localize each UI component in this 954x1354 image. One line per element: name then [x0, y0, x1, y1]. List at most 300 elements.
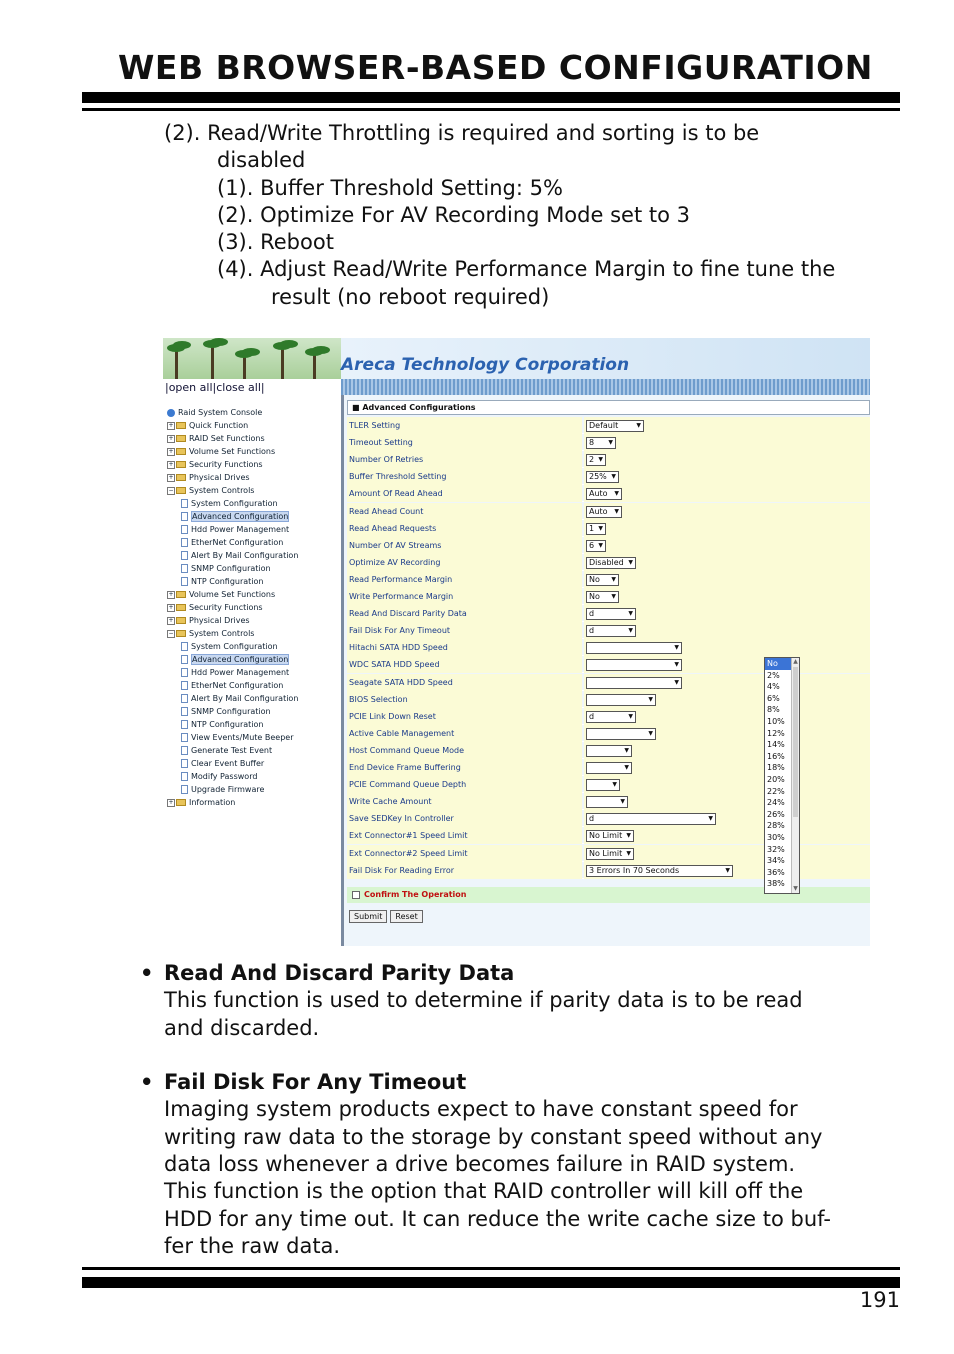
intro-step: (4). Adjust Read/Write Performance Margin to fine tune the	[217, 257, 836, 282]
tree-item-label: Raid System Console	[178, 408, 263, 417]
config-value-cell	[584, 485, 870, 502]
bullet-text: This function is used to determine if parity data is to be read	[164, 988, 803, 1013]
config-select[interactable]	[586, 454, 606, 466]
page-icon	[181, 642, 188, 651]
tree-item-label: Advanced Configuration	[192, 655, 289, 664]
dropdown-option[interactable]: 22%	[767, 786, 785, 796]
config-select-value: d	[589, 626, 595, 636]
bullet-text: and discarded.	[164, 1015, 320, 1040]
config-row	[347, 434, 870, 451]
chevron-down-icon: ▼	[608, 439, 613, 447]
dropdown-option[interactable]: 14%	[767, 740, 785, 750]
config-value-cell	[584, 434, 870, 451]
brand-title: Areca Technology Corporation	[341, 355, 630, 375]
open-close-all-links[interactable]: |open all|close all|	[165, 381, 265, 394]
config-select[interactable]	[586, 711, 636, 723]
page-icon	[181, 551, 188, 560]
folder-icon	[176, 617, 186, 624]
page-icon	[181, 512, 188, 521]
bullet-text: data loss whenever a drive becomes failure in RAID system.	[164, 1152, 796, 1177]
config-value-cell	[584, 639, 870, 656]
folder-icon	[176, 604, 186, 611]
chevron-down-icon: ▼	[628, 610, 633, 618]
console-icon	[167, 409, 175, 417]
dropdown-option[interactable]: 16%	[767, 751, 785, 761]
dropdown-option[interactable]: 6%	[767, 693, 780, 703]
folder-icon	[176, 474, 186, 481]
reset-button[interactable]: Reset	[390, 910, 422, 923]
footer-rule-thin	[82, 1267, 900, 1270]
config-select[interactable]	[586, 574, 619, 586]
tree-item-label: Hdd Power Management	[191, 668, 290, 677]
dropdown-option[interactable]: 26%	[767, 809, 785, 819]
dropdown-option[interactable]: 30%	[767, 832, 785, 842]
tree-item[interactable]	[165, 614, 337, 627]
config-row	[347, 571, 870, 588]
folder-icon	[176, 487, 186, 494]
tree-item-label: Upgrade Firmware	[191, 785, 265, 794]
page-icon	[181, 733, 188, 742]
config-label: Write Cache Amount	[347, 793, 582, 810]
bullet-list	[140, 960, 910, 1288]
config-label: Timeout Setting	[347, 434, 582, 451]
tree-item-label: SNMP Configuration	[191, 564, 271, 573]
config-value-cell	[584, 725, 870, 742]
tree-item[interactable]	[165, 536, 337, 549]
chevron-down-icon: ▼	[624, 746, 629, 754]
chevron-down-icon: ▼	[598, 456, 603, 464]
tree-item[interactable]	[165, 588, 337, 601]
tree-item-label: EtherNet Configuration	[191, 538, 284, 547]
config-value-cell	[584, 691, 870, 708]
bullet-text: fer the raw data.	[164, 1233, 341, 1258]
config-label: Optimize AV Recording	[347, 554, 582, 571]
tree-item[interactable]	[165, 471, 337, 484]
config-value-cell	[584, 827, 870, 844]
chevron-down-icon: ▼	[611, 473, 616, 481]
tree-item[interactable]	[165, 575, 337, 588]
config-row	[347, 588, 870, 605]
form-buttons	[349, 904, 426, 923]
config-select[interactable]	[586, 557, 636, 569]
config-label: Fail Disk For Reading Error	[347, 862, 582, 879]
header-rule-thick	[82, 92, 900, 103]
tree-item-label: Modify Password	[191, 772, 258, 781]
page-icon	[181, 707, 188, 716]
write-margin-dropdown-list[interactable]	[764, 657, 800, 894]
config-select-value: d	[589, 814, 595, 824]
config-row	[347, 417, 870, 434]
chevron-down-icon: ▼	[674, 661, 679, 669]
chevron-down-icon: ▼	[708, 815, 713, 823]
config-label: End Device Frame Buffering	[347, 759, 582, 776]
config-select[interactable]	[586, 762, 632, 774]
dropdown-option[interactable]: 18%	[767, 763, 785, 773]
tree-item-label: System Controls	[189, 629, 255, 638]
config-select[interactable]	[586, 728, 656, 740]
config-select-value: d	[589, 711, 595, 721]
chevron-down-icon: ▼	[626, 832, 631, 840]
config-label: Read Performance Margin	[347, 571, 582, 588]
config-value-cell	[584, 776, 870, 793]
config-label: PCIE Command Queue Depth	[347, 776, 582, 793]
page-icon	[181, 720, 188, 729]
config-label: Host Command Queue Mode	[347, 742, 582, 759]
confirm-checkbox[interactable]	[352, 891, 360, 899]
config-label: BIOS Selection	[347, 691, 582, 708]
config-label: Amount Of Read Ahead	[347, 485, 582, 502]
config-value-cell	[584, 468, 870, 485]
tree-item[interactable]	[165, 406, 337, 419]
bullet-text: writing raw data to the storage by constant speed without any	[164, 1124, 823, 1149]
config-select-value: 6	[589, 540, 595, 550]
config-label: Buffer Threshold Setting	[347, 468, 582, 485]
config-value-cell	[584, 605, 870, 622]
config-label: Active Cable Management	[347, 725, 582, 742]
folder-icon	[176, 422, 186, 429]
chevron-down-icon: ▼	[624, 764, 629, 771]
tree-item[interactable]	[165, 731, 337, 744]
expand-icon[interactable]: +	[168, 460, 174, 468]
config-label: WDC SATA HDD Speed	[347, 656, 582, 673]
expand-icon[interactable]: +	[168, 603, 174, 611]
tree-item-label: Advanced Configuration	[192, 512, 289, 521]
navigation-tree	[165, 406, 337, 809]
config-select-value: No Limit	[589, 831, 623, 841]
tree-item-label: Alert By Mail Configuration	[191, 551, 299, 560]
page-title: WEB BROWSER-BASED CONFIGURATION	[118, 48, 873, 87]
config-label: Read Ahead Requests	[347, 520, 582, 537]
footer-rule-thick	[82, 1277, 900, 1288]
config-select[interactable]	[586, 625, 636, 637]
config-select-value: 1	[589, 523, 595, 533]
tree-item[interactable]	[165, 523, 337, 536]
dropdown-option[interactable]: 32%	[767, 844, 785, 854]
tree-item[interactable]	[165, 666, 337, 679]
config-select[interactable]	[586, 848, 634, 860]
dropdown-option[interactable]: 36%	[767, 867, 785, 877]
config-select-value: 8	[589, 438, 595, 448]
tree-item-label: NTP Configuration	[191, 720, 264, 729]
expand-icon[interactable]: +	[168, 447, 174, 455]
tree-item[interactable]	[165, 432, 337, 445]
chevron-down-icon: ▼	[725, 866, 730, 874]
config-select-value: No Limit	[589, 848, 623, 858]
config-label: Read Ahead Count	[347, 503, 582, 520]
collapse-icon[interactable]: −	[168, 629, 174, 637]
config-select[interactable]	[586, 437, 616, 449]
page-icon	[181, 525, 188, 534]
intro-text	[164, 120, 904, 311]
chevron-down-icon: ▼	[611, 593, 616, 600]
chevron-down-icon: ▼	[674, 678, 679, 686]
config-select[interactable]	[586, 591, 619, 603]
config-label: Number Of AV Streams	[347, 537, 582, 554]
config-label: Fail Disk For Any Timeout	[347, 622, 582, 639]
bullet-fail-disk-timeout	[140, 1069, 910, 1260]
tree-item[interactable]	[165, 627, 337, 640]
config-label: Read And Discard Parity Data	[347, 605, 582, 622]
bullet-dot-icon: •	[140, 961, 154, 985]
tree-item[interactable]	[165, 783, 337, 796]
page-icon	[181, 499, 188, 508]
expand-icon[interactable]: +	[168, 473, 174, 481]
tree-item[interactable]	[165, 419, 337, 432]
brand-stripe	[341, 379, 870, 395]
config-row	[347, 468, 870, 485]
page-icon	[181, 759, 188, 768]
chevron-down-icon: ▼	[611, 575, 616, 583]
tree-item[interactable]	[165, 718, 337, 731]
tree-item[interactable]	[165, 497, 337, 510]
submit-button[interactable]: Submit	[349, 910, 387, 923]
bullet-text: Imaging system products expect to have constant speed for	[164, 1097, 798, 1122]
dropdown-option[interactable]: 20%	[767, 774, 785, 784]
config-select[interactable]	[586, 813, 716, 825]
config-select[interactable]	[586, 796, 628, 808]
intro-step: (3). Reboot	[217, 230, 334, 255]
tree-item[interactable]	[165, 653, 337, 666]
advanced-config-panel	[344, 395, 870, 946]
page-number: 191	[859, 1288, 900, 1312]
config-select[interactable]	[586, 488, 622, 500]
config-select[interactable]	[586, 779, 620, 791]
page-icon	[181, 538, 188, 547]
tree-item-label: RAID Set Functions	[189, 434, 265, 443]
folder-icon	[176, 448, 186, 455]
config-row	[347, 503, 870, 520]
config-row	[347, 485, 870, 502]
folder-icon	[176, 461, 186, 468]
screenshot-web-ui	[163, 338, 870, 946]
page-icon	[181, 785, 188, 794]
tree-item-label: Quick Function	[189, 421, 249, 430]
scroll-thumb[interactable]	[793, 667, 798, 817]
config-label: Number Of Retries	[347, 451, 582, 468]
config-select-value: Auto	[589, 489, 608, 499]
config-select-value: No	[589, 592, 600, 601]
config-select-value: 2	[589, 455, 595, 465]
bullet-text: HDD for any time out. It can reduce the write cache size to buf-	[164, 1206, 831, 1231]
scroll-up-icon[interactable]: ▲	[793, 658, 798, 665]
chevron-down-icon: ▼	[628, 627, 633, 635]
bullet-read-discard-parity	[140, 960, 910, 1042]
chevron-down-icon: ▼	[614, 490, 619, 498]
chevron-down-icon: ▼	[612, 781, 617, 789]
tree-item[interactable]	[165, 679, 337, 692]
tree-item[interactable]	[165, 445, 337, 458]
dropdown-scrollbar[interactable]	[791, 658, 799, 893]
bullet-title: Fail Disk For Any Timeout	[164, 1070, 467, 1095]
config-value-cell	[584, 759, 870, 776]
config-value-cell	[584, 793, 870, 810]
tree-item-label: Security Functions	[189, 460, 263, 469]
config-select[interactable]	[586, 865, 733, 877]
config-select[interactable]	[586, 506, 622, 518]
tree-item[interactable]	[165, 757, 337, 770]
config-select[interactable]	[586, 608, 636, 620]
config-value-cell	[584, 588, 870, 605]
expand-icon[interactable]: +	[168, 434, 174, 442]
config-value-cell	[584, 742, 870, 759]
config-value-cell	[584, 537, 870, 554]
config-label: TLER Setting	[347, 417, 582, 434]
config-label: PCIE Link Down Reset	[347, 708, 582, 725]
chevron-down-icon: ▼	[648, 729, 653, 737]
config-value-cell	[584, 674, 870, 691]
config-value-cell	[584, 571, 870, 588]
chevron-down-icon: ▼	[674, 644, 679, 652]
config-select-value: d	[589, 609, 595, 619]
intro-line: disabled	[217, 148, 306, 173]
page-icon	[181, 577, 188, 586]
config-value-cell	[584, 451, 870, 468]
config-row	[347, 605, 870, 622]
config-select[interactable]	[586, 659, 682, 671]
tree-item-label: SNMP Configuration	[191, 707, 271, 716]
intro-step-continued: result (no reboot required)	[271, 284, 550, 309]
folder-icon	[176, 435, 186, 442]
dropdown-option[interactable]: 34%	[767, 856, 785, 866]
dropdown-option[interactable]: 38%	[767, 879, 785, 889]
config-label: Ext Connector#1 Speed Limit	[347, 827, 582, 844]
config-select-value: Default	[589, 421, 619, 430]
tree-item[interactable]	[165, 458, 337, 471]
chevron-down-icon: ▼	[628, 558, 633, 566]
chevron-down-icon: ▼	[598, 524, 603, 532]
config-label: Write Performance Margin	[347, 588, 582, 605]
tree-item-label: Clear Event Buffer	[191, 759, 265, 768]
tree-item-label: System Configuration	[191, 499, 278, 508]
expand-icon[interactable]: +	[168, 798, 174, 806]
folder-icon	[176, 591, 186, 598]
tree-item-label: System Controls	[189, 486, 255, 495]
tree-item-label: View Events/Mute Beeper	[191, 733, 294, 742]
bullet-title: Read And Discard Parity Data	[164, 961, 515, 985]
config-row	[347, 520, 870, 537]
bullet-text: This function is the option that RAID controller will kill off the	[164, 1179, 804, 1204]
config-select-value: Disabled	[589, 557, 624, 567]
page-icon	[181, 772, 188, 781]
dropdown-option[interactable]: 4%	[767, 682, 780, 692]
page-icon	[181, 746, 188, 755]
tree-item[interactable]	[165, 796, 337, 809]
dropdown-option[interactable]: 24%	[767, 798, 785, 808]
tree-item-label: Volume Set Functions	[189, 447, 276, 456]
config-select[interactable]	[586, 420, 644, 432]
page-icon	[181, 681, 188, 690]
palm-tree-banner	[163, 338, 341, 379]
dropdown-option[interactable]: 28%	[767, 821, 785, 831]
tree-item-label: System Configuration	[191, 642, 278, 651]
intro-step: (1). Buffer Threshold Setting: 5%	[217, 175, 563, 200]
dropdown-option[interactable]: No	[765, 658, 799, 670]
tree-item[interactable]	[165, 549, 337, 562]
config-select[interactable]	[586, 694, 656, 706]
config-value-cell	[584, 862, 870, 879]
chevron-down-icon: ▼	[648, 695, 653, 703]
config-select[interactable]	[586, 642, 682, 654]
config-value-cell	[584, 417, 870, 434]
chevron-down-icon: ▼	[626, 849, 631, 857]
tree-item[interactable]	[165, 770, 337, 783]
config-value-cell	[584, 708, 870, 725]
tree-item[interactable]	[165, 705, 337, 718]
config-value-cell	[584, 520, 870, 537]
config-select[interactable]	[586, 745, 632, 757]
page-icon	[181, 668, 188, 677]
bullet-dot-icon: •	[140, 1070, 154, 1095]
expand-icon[interactable]: +	[168, 616, 174, 624]
config-row	[347, 622, 870, 639]
tree-item[interactable]	[165, 744, 337, 757]
config-label: Seagate SATA HDD Speed	[347, 674, 582, 691]
chevron-down-icon: ▼	[620, 798, 625, 806]
config-select[interactable]	[586, 523, 606, 535]
config-value-cell	[584, 503, 870, 520]
tree-item[interactable]	[165, 601, 337, 614]
scroll-down-icon[interactable]: ▼	[793, 885, 798, 892]
intro-step: (2). Optimize For AV Recording Mode set to 3	[217, 202, 690, 227]
dropdown-option[interactable]: 2%	[767, 670, 780, 680]
intro-line: (2). Read/Write Throttling is required and sorting is to be	[164, 121, 760, 145]
expand-icon[interactable]: +	[168, 421, 174, 429]
dropdown-option[interactable]: 12%	[767, 728, 785, 738]
tree-item-label: Generate Test Event	[191, 746, 273, 755]
config-select[interactable]	[586, 471, 619, 483]
config-row	[347, 639, 870, 656]
page-icon	[181, 694, 188, 703]
header-rule-thin	[82, 108, 900, 111]
config-row	[347, 554, 870, 571]
dropdown-option[interactable]: 10%	[767, 716, 785, 726]
config-value-cell	[584, 845, 870, 862]
chevron-down-icon: ▼	[614, 507, 619, 515]
chevron-down-icon: ▼	[636, 422, 641, 429]
config-select[interactable]	[586, 540, 606, 552]
config-select-value: No	[589, 574, 600, 584]
tree-item-label: Physical Drives	[189, 616, 250, 625]
dropdown-option[interactable]: 8%	[767, 705, 780, 715]
config-value-cell	[584, 810, 870, 827]
config-select-value: 3 Errors In 70 Seconds	[589, 865, 680, 875]
tree-item-label: Information	[189, 798, 236, 807]
config-select[interactable]	[586, 830, 634, 842]
page-icon	[181, 655, 188, 664]
tree-item-label: Volume Set Functions	[189, 590, 276, 599]
page-icon	[181, 564, 188, 573]
config-value-cell	[584, 622, 870, 639]
tree-item-label: Physical Drives	[189, 473, 250, 482]
expand-icon[interactable]: +	[168, 590, 174, 598]
config-row	[347, 451, 870, 468]
confirm-label: Confirm The Operation	[364, 890, 467, 899]
config-select-value: 25%	[589, 472, 607, 482]
tree-item[interactable]	[165, 510, 337, 523]
collapse-icon[interactable]: −	[168, 486, 174, 494]
config-value-cell	[584, 656, 870, 673]
tree-item[interactable]	[165, 484, 337, 497]
config-select[interactable]	[586, 677, 682, 689]
tree-item-label: Security Functions	[189, 603, 263, 612]
tree-item[interactable]	[165, 640, 337, 653]
config-label: Hitachi SATA HDD Speed	[347, 639, 582, 656]
section-title: ■ Advanced Configurations	[347, 400, 870, 415]
tree-item[interactable]	[165, 692, 337, 705]
tree-item[interactable]	[165, 562, 337, 575]
tree-item-label: NTP Configuration	[191, 577, 264, 586]
brand-banner	[341, 338, 870, 379]
